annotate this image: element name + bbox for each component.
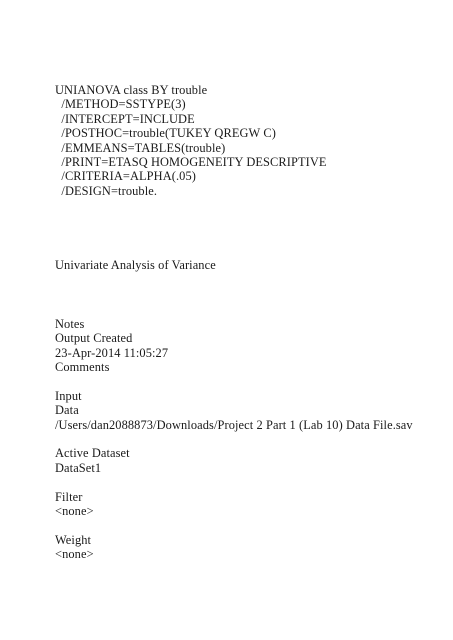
syntax-line: /EMMEANS=TABLES(trouble)	[55, 140, 226, 155]
syntax-block	[55, 83, 435, 198]
spacer	[55, 518, 435, 532]
notes-block	[55, 317, 435, 562]
section-heading: Univariate Analysis of Variance	[55, 257, 216, 272]
input-label: Input	[55, 388, 82, 403]
spacer	[55, 374, 435, 388]
active-dataset-label: Active Dataset	[55, 446, 130, 461]
syntax-line: /POSTHOC=trouble(TUKEY QREGW C)	[55, 126, 276, 141]
syntax-line: /METHOD=SSTYPE(3)	[55, 97, 186, 112]
spacer	[55, 475, 435, 489]
data-file-path: /Users/dan2088873/Downloads/Project 2 Part 1 (Lab 10) Data File.sav	[55, 417, 413, 432]
notes-title: Notes	[55, 316, 85, 331]
comments-label: Comments	[55, 360, 110, 375]
weight-label: Weight	[55, 532, 92, 547]
syntax-line: /PRINT=ETASQ HOMOGENEITY DESCRIPTIVE	[55, 154, 327, 169]
weight-value: <none>	[55, 547, 94, 562]
filter-value: <none>	[55, 504, 94, 518]
syntax-line: UNIANOVA class BY trouble	[55, 83, 208, 97]
filter-label: Filter	[55, 489, 83, 504]
spacer	[55, 243, 435, 257]
data-label: Data	[55, 403, 79, 418]
spacer	[55, 432, 435, 446]
spacer	[55, 198, 435, 243]
syntax-line: /DESIGN=trouble.	[55, 183, 158, 198]
syntax-line: /CRITERIA=ALPHA(.05)	[55, 169, 197, 184]
output-created-value: 23-Apr-2014 11:05:27	[55, 345, 169, 360]
output-created-label: Output Created	[55, 331, 133, 346]
active-dataset-value: DataSet1	[55, 460, 102, 475]
document-page	[55, 83, 435, 562]
syntax-line: /INTERCEPT=INCLUDE	[55, 111, 195, 126]
spacer	[55, 272, 435, 317]
